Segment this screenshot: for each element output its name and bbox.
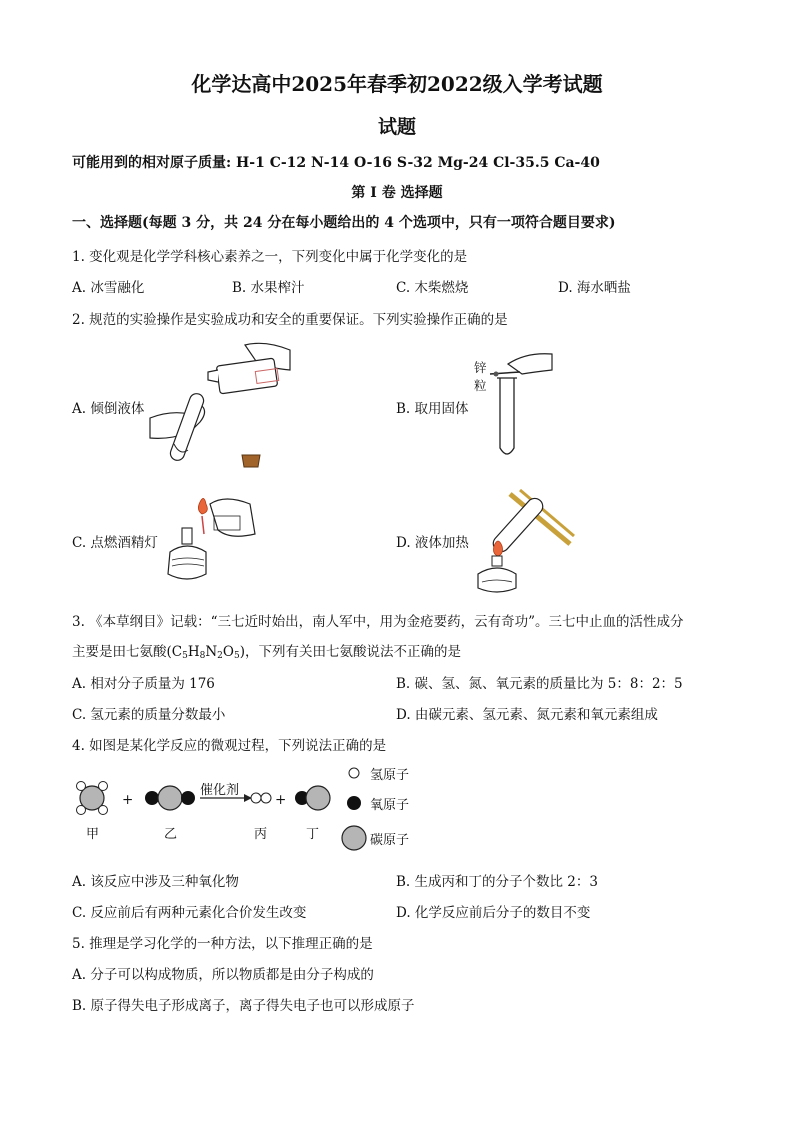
q2-option-d[interactable]: D. 液体加热 (396, 535, 469, 551)
q3-sub-n: 2 (217, 651, 223, 661)
q3-sub-o: 5 (233, 651, 240, 661)
zinc-label-2: 粒 (474, 378, 487, 393)
q3-sub-h: 8 (199, 651, 206, 661)
taking-solid-figure (490, 348, 560, 460)
volume-heading: 第 I 卷 选择题 (351, 185, 443, 201)
q3-stem-line2 (72, 640, 461, 661)
q3-text-b: H (187, 644, 200, 660)
q1-option-a[interactable]: A. 冰雪融化 (72, 280, 145, 296)
q5-option-b[interactable]: B. 原子得失电子形成离子，离子得失电子也可以形成原子 (72, 998, 415, 1014)
atomic-masses: 可能用到的相对原子质量: H-1 C-12 N-14 O-16 S-32 Mg-24 Cl-35.5 Ca-40 (72, 155, 600, 171)
q4-option-b[interactable]: B. 生成丙和丁的分子个数比 2：3 (396, 874, 598, 890)
label-ding: 丁 (306, 827, 320, 842)
section-heading: 一、选择题(每题 3 分，共 24 分在每小题给出的 4 个选项中，只有一项符合题目要求) (72, 215, 616, 231)
q1-option-d[interactable]: D. 海水晒盐 (558, 280, 631, 296)
q3-option-b[interactable]: B. 碳、氢、氮、氧元素的质量比为 5：8：2：5 (396, 676, 683, 692)
q1-option-b[interactable]: B. 水果榨汁 (232, 280, 305, 296)
molecule-bing (251, 793, 271, 803)
legend-carbon-icon (342, 826, 366, 850)
plus-sign-1: + (122, 792, 134, 808)
label-bing: 丙 (254, 827, 268, 842)
q5-option-a[interactable]: A. 分子可以构成物质，所以物质都是由分子构成的 (72, 967, 374, 983)
label-yi: 乙 (164, 827, 178, 842)
plus-sign-2: + (275, 792, 287, 808)
q1-stem: 1. 变化观是化学学科核心素养之一，下列变化中属于化学变化的是 (72, 249, 468, 265)
q1-option-c[interactable]: C. 木柴燃烧 (396, 280, 469, 296)
q3-stem-line1: 3. 《本草纲目》记载：“三七近时始出，南人军中，用为金疮要药，云有奇功”。三七中止血的活性成分 (72, 614, 684, 630)
legend-hydrogen: 氢原子 (370, 768, 410, 783)
exam-subtitle: 试题 (377, 116, 416, 138)
label-jia: 甲 (86, 827, 100, 842)
q3-option-a[interactable]: A. 相对分子质量为 176 (72, 676, 215, 692)
legend-oxygen: 氧原子 (370, 798, 410, 813)
lighting-lamp-figure (160, 494, 260, 586)
q2-option-a[interactable]: A. 倾倒液体 (72, 401, 145, 417)
catalyst-label: 催化剂 (200, 783, 240, 798)
q4-option-c[interactable]: C. 反应前后有两种元素化合价发生改变 (72, 905, 307, 921)
molecule-ding (295, 786, 330, 810)
zinc-label-1: 锌 (474, 360, 487, 375)
legend-carbon: 碳原子 (370, 833, 410, 848)
q3-text-e: )，下列有关田七氨酸说法不正确的是 (239, 644, 461, 660)
q2-option-c[interactable]: C. 点燃酒精灯 (72, 535, 158, 551)
q3-option-d[interactable]: D. 由碳元素、氢元素、氮元素和氧元素组成 (396, 707, 658, 723)
q4-stem: 4. 如图是某化学反应的微观过程，下列说法正确的是 (72, 738, 387, 754)
pouring-liquid-figure (150, 340, 300, 470)
q4-option-a[interactable]: A. 该反应中涉及三种氧化物 (72, 874, 239, 890)
molecule-yi (145, 786, 195, 810)
q2-option-b[interactable]: B. 取用固体 (396, 401, 469, 417)
q3-option-c[interactable]: C. 氢元素的质量分数最小 (72, 707, 226, 723)
molecule-jia (77, 782, 108, 815)
q3-text-c: N (205, 644, 218, 660)
legend-oxygen-icon (347, 796, 361, 810)
q2-stem: 2. 规范的实验操作是实验成功和安全的重要保证。下列实验操作正确的是 (72, 312, 508, 328)
exam-title: 化学达高中2025年春季初2022级入学考试题 (191, 72, 603, 96)
q3-sub-c: 5 (182, 651, 188, 661)
q3-text-a: 主要是田七氨酸(C (72, 644, 183, 660)
q3-text-d: O (222, 644, 234, 660)
legend-hydrogen-icon (349, 768, 359, 778)
q5-stem: 5. 推理是学习化学的一种方法，以下推理正确的是 (72, 936, 373, 952)
q4-option-d[interactable]: D. 化学反应前后分子的数目不变 (396, 905, 591, 921)
heating-liquid-figure (470, 484, 580, 594)
